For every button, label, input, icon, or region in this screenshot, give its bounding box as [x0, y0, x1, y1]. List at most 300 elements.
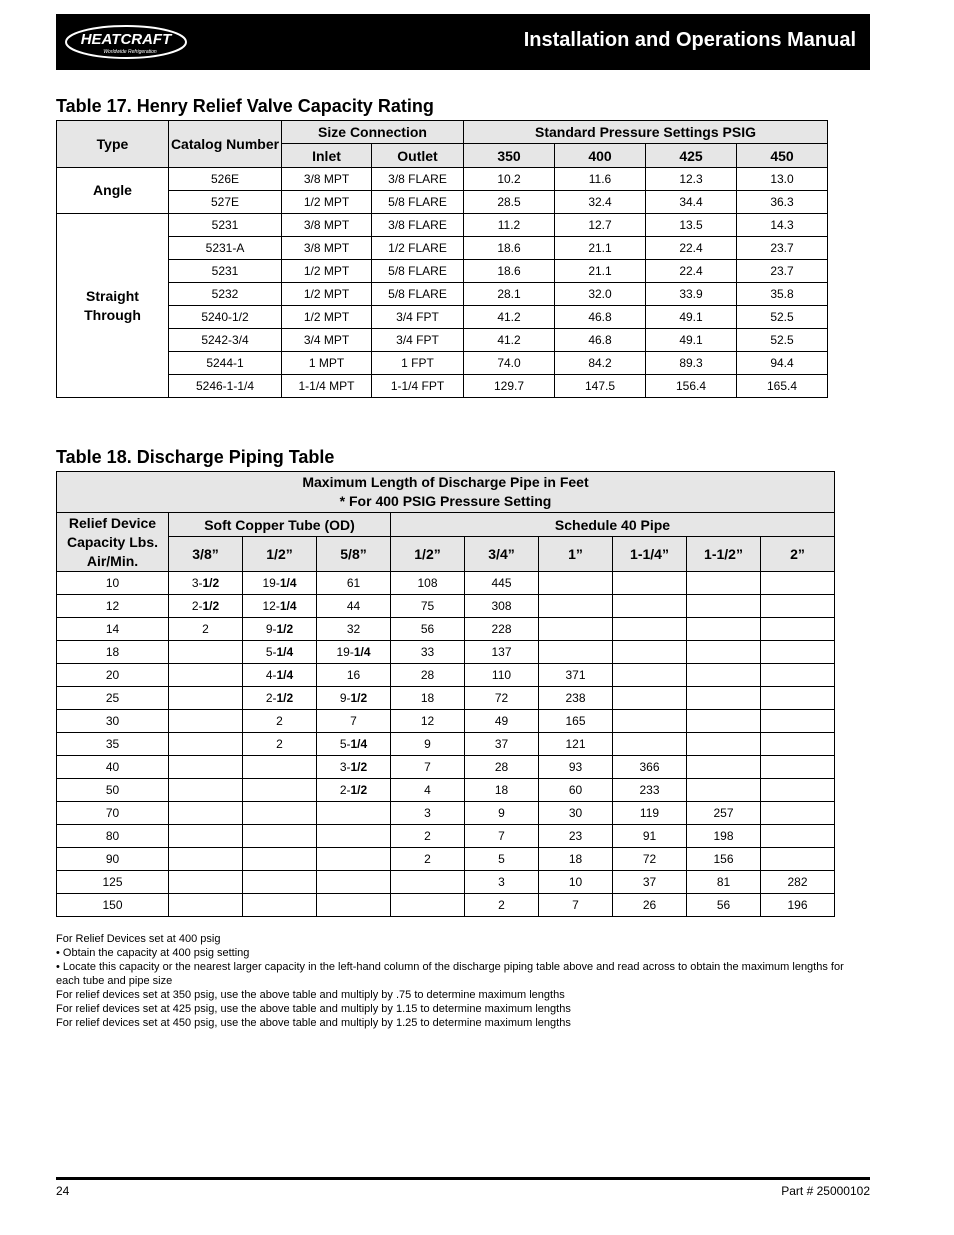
table-cell: 89.3 [646, 352, 737, 375]
cell-whole: 2 [202, 622, 209, 636]
table-row [57, 871, 835, 894]
table-cell [687, 825, 761, 848]
table-row [57, 825, 835, 848]
table-cell: 52.5 [737, 329, 828, 352]
table-cell: 49.1 [646, 306, 737, 329]
table-cell: 23.7 [737, 237, 828, 260]
cell-whole: 5- [265, 645, 277, 659]
table-cell [317, 756, 391, 779]
table-cell [317, 710, 391, 733]
table-cell [761, 687, 835, 710]
cell-whole: 2 [424, 829, 431, 843]
table-cell [317, 802, 391, 825]
cell-whole: 233 [639, 783, 660, 797]
header-pressure-settings: Standard Pressure Settings PSIG [464, 121, 828, 144]
table-cell: 5231 [169, 260, 282, 283]
table-cell [539, 572, 613, 595]
table-cell: 1-1/4 FPT [372, 375, 464, 398]
table-cell [243, 894, 317, 917]
table-cell [317, 871, 391, 894]
table-cell: 10.2 [464, 168, 555, 191]
cell-whole: 10 [568, 875, 583, 889]
table-cell [57, 848, 169, 871]
heatcraft-logo [64, 24, 188, 60]
table-cell: 1/2 MPT [282, 306, 372, 329]
cell-whole: 9- [339, 691, 351, 705]
table-cell: 5246-1-1/4 [169, 375, 282, 398]
table-cell [317, 825, 391, 848]
cell-whole: 20 [105, 668, 120, 682]
table-row [57, 375, 828, 398]
table-cell [687, 641, 761, 664]
table-cell [687, 848, 761, 871]
table-row [57, 618, 835, 641]
table-cell [169, 825, 243, 848]
cell-whole: 93 [568, 760, 583, 774]
table-cell [243, 687, 317, 710]
table-cell [613, 894, 687, 917]
table-row [57, 168, 828, 191]
cell-whole: 12 [420, 714, 435, 728]
table-row [57, 802, 835, 825]
cell-whole: 4- [265, 668, 277, 682]
cell-whole: 72 [494, 691, 509, 705]
cell-whole: 19- [336, 645, 354, 659]
table-cell [317, 733, 391, 756]
cell-whole: 80 [105, 829, 120, 843]
valve-type-cell: Angle [57, 168, 169, 214]
table-cell [57, 756, 169, 779]
table-cell: 5242-3/4 [169, 329, 282, 352]
cell-whole: 282 [787, 875, 808, 889]
cell-whole: 2- [191, 599, 203, 613]
table-cell [465, 825, 539, 848]
footer-rule [56, 1177, 870, 1180]
table-cell [613, 871, 687, 894]
table-cell: 14.3 [737, 214, 828, 237]
table-cell [687, 894, 761, 917]
table17-title: Table 17. Henry Relief Valve Capacity Rating [56, 96, 434, 116]
table-cell: 52.5 [737, 306, 828, 329]
table-cell [169, 756, 243, 779]
table-cell [761, 572, 835, 595]
cell-whole: 7 [498, 829, 505, 843]
cell-whole: 12- [262, 599, 280, 613]
header-relief-capacity: Relief Device Capacity Lbs. Air/Min. [57, 513, 169, 572]
table-cell: 156.4 [646, 375, 737, 398]
table-cell [317, 618, 391, 641]
table-cell [613, 618, 687, 641]
table-cell: 22.4 [646, 260, 737, 283]
table-cell: 12.3 [646, 168, 737, 191]
table-cell [465, 618, 539, 641]
table-cell [169, 710, 243, 733]
cell-fraction: 1/4 [353, 645, 371, 659]
table-cell [465, 779, 539, 802]
cell-fraction: 1/4 [279, 576, 297, 590]
table-cell [243, 825, 317, 848]
table-cell: 13.0 [737, 168, 828, 191]
cell-whole: 28 [420, 668, 435, 682]
table-cell: 34.4 [646, 191, 737, 214]
table-cell [57, 687, 169, 710]
table-cell [465, 687, 539, 710]
table-cell [391, 802, 465, 825]
table-row [57, 329, 828, 352]
cell-whole: 7 [572, 898, 579, 912]
table-cell [317, 687, 391, 710]
cell-fraction: 1/2 [202, 599, 220, 613]
table-cell [687, 572, 761, 595]
table-cell [57, 802, 169, 825]
cell-whole: 2- [265, 691, 277, 705]
table-cell [465, 733, 539, 756]
cell-whole: 33 [420, 645, 435, 659]
table-cell [169, 733, 243, 756]
relief-valve-capacity-table [56, 120, 828, 398]
table-cell [243, 641, 317, 664]
header-350: 350 [464, 144, 555, 168]
table-cell [465, 641, 539, 664]
cell-whole: 40 [105, 760, 120, 774]
table-cell [169, 572, 243, 595]
table-cell [539, 664, 613, 687]
table-cell [57, 871, 169, 894]
table-cell: 1/2 MPT [282, 283, 372, 306]
cell-whole: 2 [498, 898, 505, 912]
table-cell [761, 894, 835, 917]
table-cell [169, 595, 243, 618]
table-cell: 11.2 [464, 214, 555, 237]
cell-whole: 121 [565, 737, 586, 751]
cell-whole: 110 [491, 668, 512, 682]
cell-whole: 156 [713, 852, 734, 866]
header-catalog-number: Catalog Number [169, 121, 282, 168]
size-header: 1/2” [243, 537, 317, 572]
table-cell: 21.1 [555, 260, 646, 283]
cell-whole: 308 [491, 599, 512, 613]
table-cell [761, 618, 835, 641]
cell-whole: 44 [346, 599, 361, 613]
table-row [57, 237, 828, 260]
table-cell [317, 664, 391, 687]
table-cell [243, 779, 317, 802]
table-cell: 84.2 [555, 352, 646, 375]
cell-whole: 35 [105, 737, 120, 751]
table-cell: 5232 [169, 283, 282, 306]
cell-whole: 228 [491, 622, 512, 636]
note-line: For Relief Devices set at 400 psig [56, 933, 221, 945]
table-cell [465, 802, 539, 825]
logo-tagline: Worldwide Refrigeration [103, 49, 157, 55]
table-cell: 46.8 [555, 329, 646, 352]
table-cell [465, 572, 539, 595]
cell-whole: 3 [498, 875, 505, 889]
table-cell [539, 802, 613, 825]
table-cell: 41.2 [464, 329, 555, 352]
cell-whole: 18 [494, 783, 509, 797]
table-cell [57, 572, 169, 595]
cell-fraction: 1/2 [350, 760, 368, 774]
logo-text: HEATCRAFT [80, 31, 172, 48]
caption-line-2: * For 400 PSIG Pressure Setting [339, 493, 552, 509]
cell-whole: 18 [568, 852, 583, 866]
table-cell [687, 618, 761, 641]
cell-whole: 2 [424, 852, 431, 866]
note-line: • Locate this capacity or the nearest larger capacity in the left-hand column of the discharge piping table above and read across to obtain the maximum lengths for each tube and pipe size [56, 961, 844, 987]
table-cell [169, 802, 243, 825]
table-cell [317, 572, 391, 595]
table-cell: 1 MPT [282, 352, 372, 375]
table-cell [687, 871, 761, 894]
table-cell [57, 618, 169, 641]
table-cell [761, 871, 835, 894]
table-cell: 36.3 [737, 191, 828, 214]
table-cell [169, 871, 243, 894]
table-cell: 3/8 MPT [282, 168, 372, 191]
table-cell [169, 641, 243, 664]
table-cell [761, 825, 835, 848]
note-line: For relief devices set at 450 psig, use the above table and multiply by 1.25 to determine maximum lengths [56, 1017, 571, 1029]
table-cell [57, 595, 169, 618]
table-cell [761, 779, 835, 802]
table-cell [539, 595, 613, 618]
part-number: Part # 25000102 [781, 1184, 870, 1198]
header-425: 425 [646, 144, 737, 168]
table-cell [391, 848, 465, 871]
cell-whole: 165 [565, 714, 586, 728]
table-cell [465, 756, 539, 779]
cell-whole: 72 [642, 852, 657, 866]
cell-whole: 37 [642, 875, 657, 889]
table-cell [169, 848, 243, 871]
table-cell [317, 779, 391, 802]
table-cell [243, 618, 317, 641]
header-soft-copper: Soft Copper Tube (OD) [169, 513, 391, 537]
cell-whole: 30 [568, 806, 583, 820]
table-cell [539, 641, 613, 664]
table-cell [57, 710, 169, 733]
cell-whole: 9 [498, 806, 505, 820]
table-cell [391, 687, 465, 710]
cell-fraction: 1/4 [279, 599, 297, 613]
cell-whole: 18 [420, 691, 435, 705]
table-cell [465, 871, 539, 894]
table-row [57, 214, 828, 237]
table-cell [391, 710, 465, 733]
table-cell [317, 641, 391, 664]
table-cell [243, 756, 317, 779]
table-row [57, 260, 828, 283]
table-cell [391, 871, 465, 894]
table-cell: 11.6 [555, 168, 646, 191]
table-cell [243, 595, 317, 618]
table-cell [465, 595, 539, 618]
table-cell: 5231 [169, 214, 282, 237]
table-cell [539, 687, 613, 710]
cell-whole: 125 [102, 875, 123, 889]
table-row [57, 641, 835, 664]
table-cell [169, 618, 243, 641]
table-cell [761, 595, 835, 618]
note-line: For relief devices set at 425 psig, use the above table and multiply by 1.15 to determine maximum lengths [56, 1003, 571, 1015]
table-cell [539, 825, 613, 848]
cell-whole: 70 [105, 806, 120, 820]
table-cell: 1/2 MPT [282, 191, 372, 214]
table-cell [687, 595, 761, 618]
cell-whole: 3- [339, 760, 351, 774]
table-cell [539, 871, 613, 894]
table-row [57, 306, 828, 329]
cell-whole: 56 [716, 898, 731, 912]
cell-whole: 3- [191, 576, 203, 590]
table-cell [465, 848, 539, 871]
cell-fraction: 1/2 [350, 783, 368, 797]
cell-whole: 10 [105, 576, 120, 590]
table-cell [687, 756, 761, 779]
table-cell [391, 894, 465, 917]
size-header: 1” [539, 537, 613, 572]
table-cell: 526E [169, 168, 282, 191]
table-cell [613, 710, 687, 733]
table-cell [57, 733, 169, 756]
cell-fraction: 1/2 [202, 576, 220, 590]
cell-whole: 4 [424, 783, 431, 797]
cell-whole: 16 [346, 668, 361, 682]
table-cell [465, 894, 539, 917]
table-row [57, 664, 835, 687]
table-cell: 5231-A [169, 237, 282, 260]
cell-fraction: 1/2 [276, 622, 294, 636]
cell-whole: 32 [346, 622, 361, 636]
cell-fraction: 1/4 [276, 645, 294, 659]
table-cell: 22.4 [646, 237, 737, 260]
table-cell: 33.9 [646, 283, 737, 306]
table-cell: 3/4 FPT [372, 306, 464, 329]
size-header: 5/8” [317, 537, 391, 572]
table-cell [317, 595, 391, 618]
table-cell: 13.5 [646, 214, 737, 237]
cell-whole: 2- [339, 783, 351, 797]
table-row [57, 894, 835, 917]
table-cell [613, 641, 687, 664]
table-cell [243, 664, 317, 687]
cell-whole: 9- [265, 622, 277, 636]
size-header: 1-1/2” [687, 537, 761, 572]
cell-whole: 7 [350, 714, 357, 728]
table-cell [57, 894, 169, 917]
cell-whole: 366 [639, 760, 660, 774]
table-row [57, 733, 835, 756]
table-row [57, 191, 828, 214]
table-cell [613, 733, 687, 756]
table-cell [243, 710, 317, 733]
table-cell: 129.7 [464, 375, 555, 398]
cell-whole: 5- [339, 737, 351, 751]
header-schedule-40: Schedule 40 Pipe [391, 513, 835, 537]
cell-whole: 108 [417, 576, 438, 590]
cell-whole: 91 [642, 829, 657, 843]
header-outlet: Outlet [372, 144, 464, 168]
table-row [57, 595, 835, 618]
table-cell [761, 733, 835, 756]
table-cell: 32.4 [555, 191, 646, 214]
table-cell: 41.2 [464, 306, 555, 329]
table-cell: 28.5 [464, 191, 555, 214]
cell-whole: 30 [105, 714, 120, 728]
table-cell: 147.5 [555, 375, 646, 398]
header-type: Type [57, 121, 169, 168]
table-cell [169, 664, 243, 687]
header-inlet: Inlet [282, 144, 372, 168]
table-cell [539, 756, 613, 779]
table-cell [539, 710, 613, 733]
page-number: 24 [56, 1184, 70, 1198]
cell-whole: 150 [102, 898, 123, 912]
table-cell [57, 779, 169, 802]
cell-whole: 50 [105, 783, 120, 797]
table-cell [761, 710, 835, 733]
cell-whole: 26 [642, 898, 657, 912]
table-cell [687, 687, 761, 710]
cell-fraction: 1/4 [350, 737, 368, 751]
table-cell [169, 779, 243, 802]
table-cell [243, 572, 317, 595]
table-cell: 5/8 FLARE [372, 191, 464, 214]
table-cell: 49.1 [646, 329, 737, 352]
valve-type-cell: Straight Through [57, 214, 169, 398]
table-cell [613, 664, 687, 687]
table-cell [613, 572, 687, 595]
cell-whole: 2 [276, 714, 283, 728]
cell-whole: 18 [105, 645, 120, 659]
table-cell: 3/8 FLARE [372, 214, 464, 237]
cell-whole: 56 [420, 622, 435, 636]
table-cell [169, 894, 243, 917]
header-450: 450 [737, 144, 828, 168]
table-cell [613, 825, 687, 848]
cell-whole: 7 [424, 760, 431, 774]
table-cell [687, 802, 761, 825]
table-cell [687, 710, 761, 733]
header-400: 400 [555, 144, 646, 168]
notes [56, 932, 846, 1030]
cell-whole: 81 [716, 875, 731, 889]
table-cell [539, 779, 613, 802]
table-cell [169, 687, 243, 710]
table-row [57, 756, 835, 779]
table-cell [539, 848, 613, 871]
table-cell [391, 572, 465, 595]
table-cell: 3/8 MPT [282, 214, 372, 237]
table-cell [539, 618, 613, 641]
size-header: 3/8” [169, 537, 243, 572]
table-cell [613, 687, 687, 710]
table-cell: 165.4 [737, 375, 828, 398]
cell-whole: 198 [713, 829, 734, 843]
table-cell [761, 756, 835, 779]
cell-whole: 28 [494, 760, 509, 774]
table-cell [317, 848, 391, 871]
table-cell: 23.7 [737, 260, 828, 283]
cell-whole: 60 [568, 783, 583, 797]
table-cell [539, 733, 613, 756]
table-cell [391, 641, 465, 664]
table-cell: 18.6 [464, 237, 555, 260]
cell-whole: 12 [105, 599, 120, 613]
cell-whole: 37 [494, 737, 509, 751]
table-cell [391, 618, 465, 641]
